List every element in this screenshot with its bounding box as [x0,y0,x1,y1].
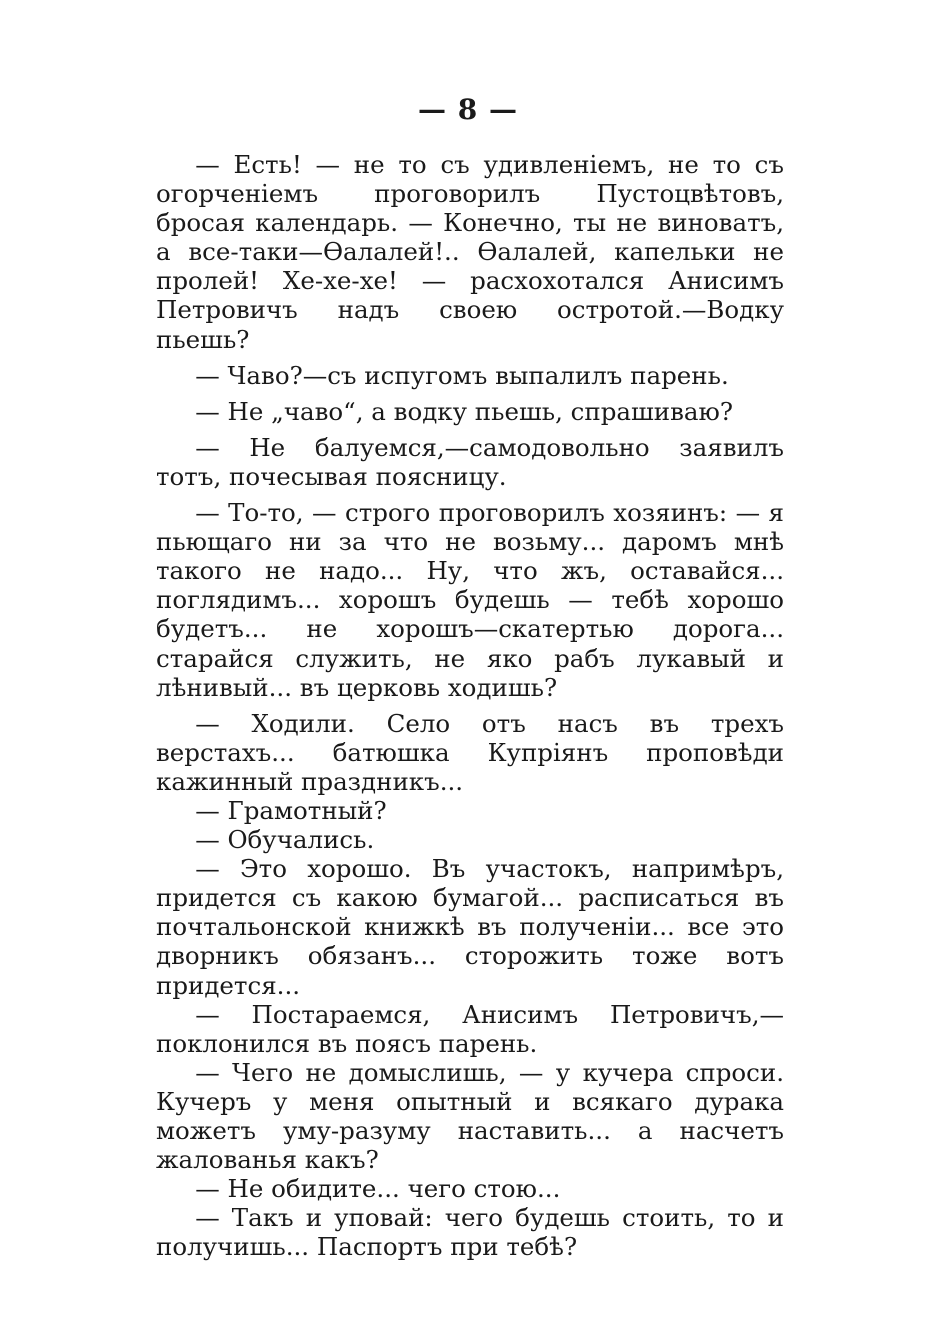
paragraph: — Не „чаво“, а водку пьешь, спрашиваю? [195,396,733,426]
paragraph: — Это хорошо. Въ участокъ, напримѣръ, придется съ какою бумагой... расписаться въ почтальонской книжкѣ въ полученіи... все это дворникъ обязанъ... сторожить тоже вотъ придется... [156,854,784,1000]
paragraph: — Обучались. [195,825,375,855]
paragraph: — Ходили. Село отъ насъ въ трехъ верстахъ... батюшка Купріянъ проповѣди кажинный праздникъ... [156,708,784,796]
paragraph: — Чаво?—съ испугомъ выпалилъ парень. [195,360,729,390]
paragraph: — Постараемся, Анисимъ Петровичъ,—поклонился въ поясъ парень. [156,999,784,1058]
paragraph: — Такъ и уповай: чего будешь стоить, то и получишь... Паспортъ при тебѣ? [156,1203,784,1262]
page-body [156,150,784,1261]
page-number: — 8 — [418,93,518,126]
paragraph: — Есть! — не то съ удивленіемъ, не то съ огорченіемъ проговорилъ Пустоцвѣтовъ, бросая календарь. — Конечно, ты не виноватъ, а все-таки—Ѳалалей!.. Ѳалалей, капельки не пролей! Хе-хе-хе! — расхохотался Анисимъ Петровичъ надъ своею остротой.—Водку пьешь? [156,150,784,354]
paragraph: — Грамотный? [195,795,387,825]
paragraph: — Чего не домыслишь, — у кучера спроси. Кучеръ у меня опытный и всякаго дурака можетъ уму-разуму наставить... а насчетъ жалованья какъ? [156,1057,784,1175]
paragraph: — Не балуемся,—самодовольно заявилъ тотъ, почесывая поясницу. [156,432,784,491]
paragraph: — Не обидите... чего стою... [195,1174,561,1204]
paragraph: — То-то, — строго проговорилъ хозяинъ: — я пьющаго ни за что не возьму... даромъ мнѣ такого не надо... Ну, что жъ, оставайся... поглядимъ... хорошъ будешь — тебѣ хорошо будетъ... не хорошъ—скатертью дорога... старайся служить, не яко рабъ лукавый и лѣнивый... въ церковь ходишь? [156,498,784,702]
